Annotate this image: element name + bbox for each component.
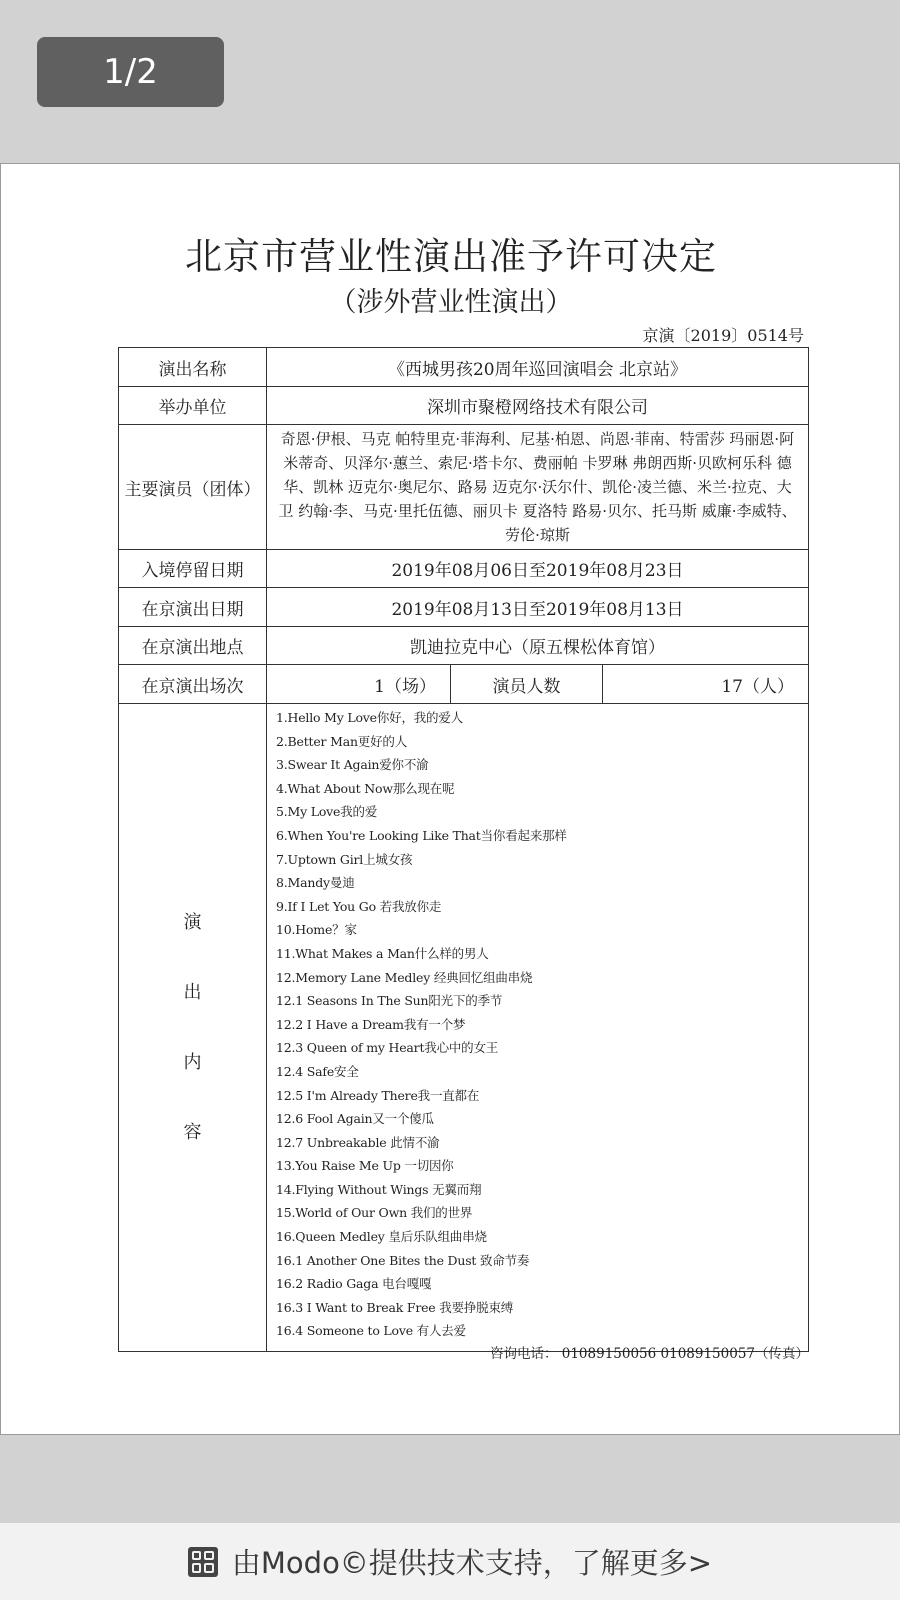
page-indicator[interactable]: 1/2 [37,37,224,107]
document-title: 北京市营业性演出准予许可决定 [185,235,717,278]
content-label-char: 内 [183,1051,202,1073]
perf-date-value: 2019年08月13日至2019年08月13日 [267,588,809,627]
setlist-item: 10.Home？家 [276,922,357,938]
entry-date-value: 2019年08月06日至2019年08月23日 [267,550,809,588]
setlist-item: 15.World of Our Own 我们的世界 [276,1205,473,1221]
show-name-value: 《西城男孩20周年巡回演唱会 北京站》 [267,348,809,387]
performers-label: 主要演员（团体） [119,425,267,550]
setlist-item: 12.Memory Lane Medley 经典回忆组曲串烧 [276,969,533,985]
content-label-char: 容 [183,1121,202,1143]
setlist-item: 6.When You're Looking Like That当你看起来那样 [276,827,567,843]
setlist-item: 12.5 I'm Already There我一直都在 [276,1087,480,1103]
sessions-label: 在京演出场次 [119,665,267,704]
setlist-item: 11.What Makes a Man什么样的男人 [276,945,489,961]
organizer-label: 举办单位 [119,387,267,425]
setlist-cell [267,704,809,1352]
footer-text[interactable]: 由Modo©提供技术支持，了解更多> [231,1546,713,1580]
document-page [0,163,900,1435]
setlist-item: 14.Flying Without Wings 无翼而翔 [276,1181,482,1197]
footer-banner[interactable] [0,1523,900,1600]
setlist-item: 12.7 Unbreakable 此情不渝 [276,1134,440,1150]
permit-table [118,347,809,1352]
performer-count-value: 17（人） [603,665,809,704]
modo-logo-icon [188,1547,218,1577]
setlist-item: 16.Queen Medley 皇后乐队组曲串烧 [276,1229,487,1245]
perf-date-label: 在京演出日期 [119,588,267,627]
setlist-item: 16.3 I Want to Break Free 我要挣脱束缚 [276,1299,514,1315]
document-number: 京演〔2019〕0514号 [642,326,804,345]
document-subtitle: （涉外营业性演出） [329,287,573,318]
setlist-item: 12.2 I Have a Dream我有一个梦 [276,1016,466,1032]
consultation-phone: 咨询电话： 01089150056 01089150057（传真） [489,1346,809,1362]
setlist-item: 8.Mandy曼迪 [276,875,355,891]
setlist-item: 12.3 Queen of my Heart我心中的女王 [276,1040,499,1056]
sessions-value: 1（场） [267,665,451,704]
setlist-item: 12.4 Safe安全 [276,1063,359,1079]
setlist-item: 16.2 Radio Gaga 电台嘎嘎 [276,1276,432,1292]
performers-value: 奇恩·伊根、马克 帕特里克·菲海利、尼基·柏恩、尚恩·菲南、特雷莎 玛丽恩·阿米蒂奇、贝泽尔·蕙兰、索尼·塔卡尔、费丽帕 卡罗琳 弗朗西斯·贝欧柯乐科 德华、凯林 迈克尔·奥尼尔、路易 迈克尔·沃尔什、凯伦·凌兰德、米兰·拉克、大卫 约翰·李、马克·里托伍德、丽贝卡 夏洛特 路易·贝尔、托马斯 威廉·李威特、劳伦·琼斯 [267,425,809,550]
performer-count-label: 演员人数 [451,665,603,704]
setlist-item: 16.1 Another One Bites the Dust 致命节奏 [276,1252,530,1268]
setlist-item: 12.1 Seasons In The Sun阳光下的季节 [276,993,503,1009]
setlist-item: 4.What About Now那么现在呢 [276,780,455,796]
organizer-value: 深圳市聚橙网络技术有限公司 [267,387,809,425]
setlist-item: 3.Swear It Again爱你不渝 [276,757,429,773]
setlist [276,706,808,1343]
setlist-item: 12.6 Fool Again又一个傻瓜 [276,1111,434,1127]
setlist-item: 5.My Love我的爱 [276,804,378,820]
content-label-char: 出 [183,981,202,1003]
setlist-item: 2.Better Man更好的人 [276,733,408,749]
setlist-item: 1.Hello My Love你好，我的爱人 [276,710,463,725]
venue-label: 在京演出地点 [119,627,267,665]
entry-date-label: 入境停留日期 [119,550,267,588]
setlist-item: 16.4 Someone to Love 有人去爱 [276,1323,466,1339]
show-name-label: 演出名称 [119,348,267,387]
setlist-item: 7.Uptown Girl上城女孩 [276,851,413,867]
content-label-char: 演 [183,911,202,933]
setlist-item: 9.If I Let You Go 若我放你走 [276,898,442,914]
setlist-item: 13.You Raise Me Up 一切因你 [276,1158,454,1174]
venue-value: 凯迪拉克中心（原五棵松体育馆） [267,627,809,665]
content-label [119,704,267,1352]
